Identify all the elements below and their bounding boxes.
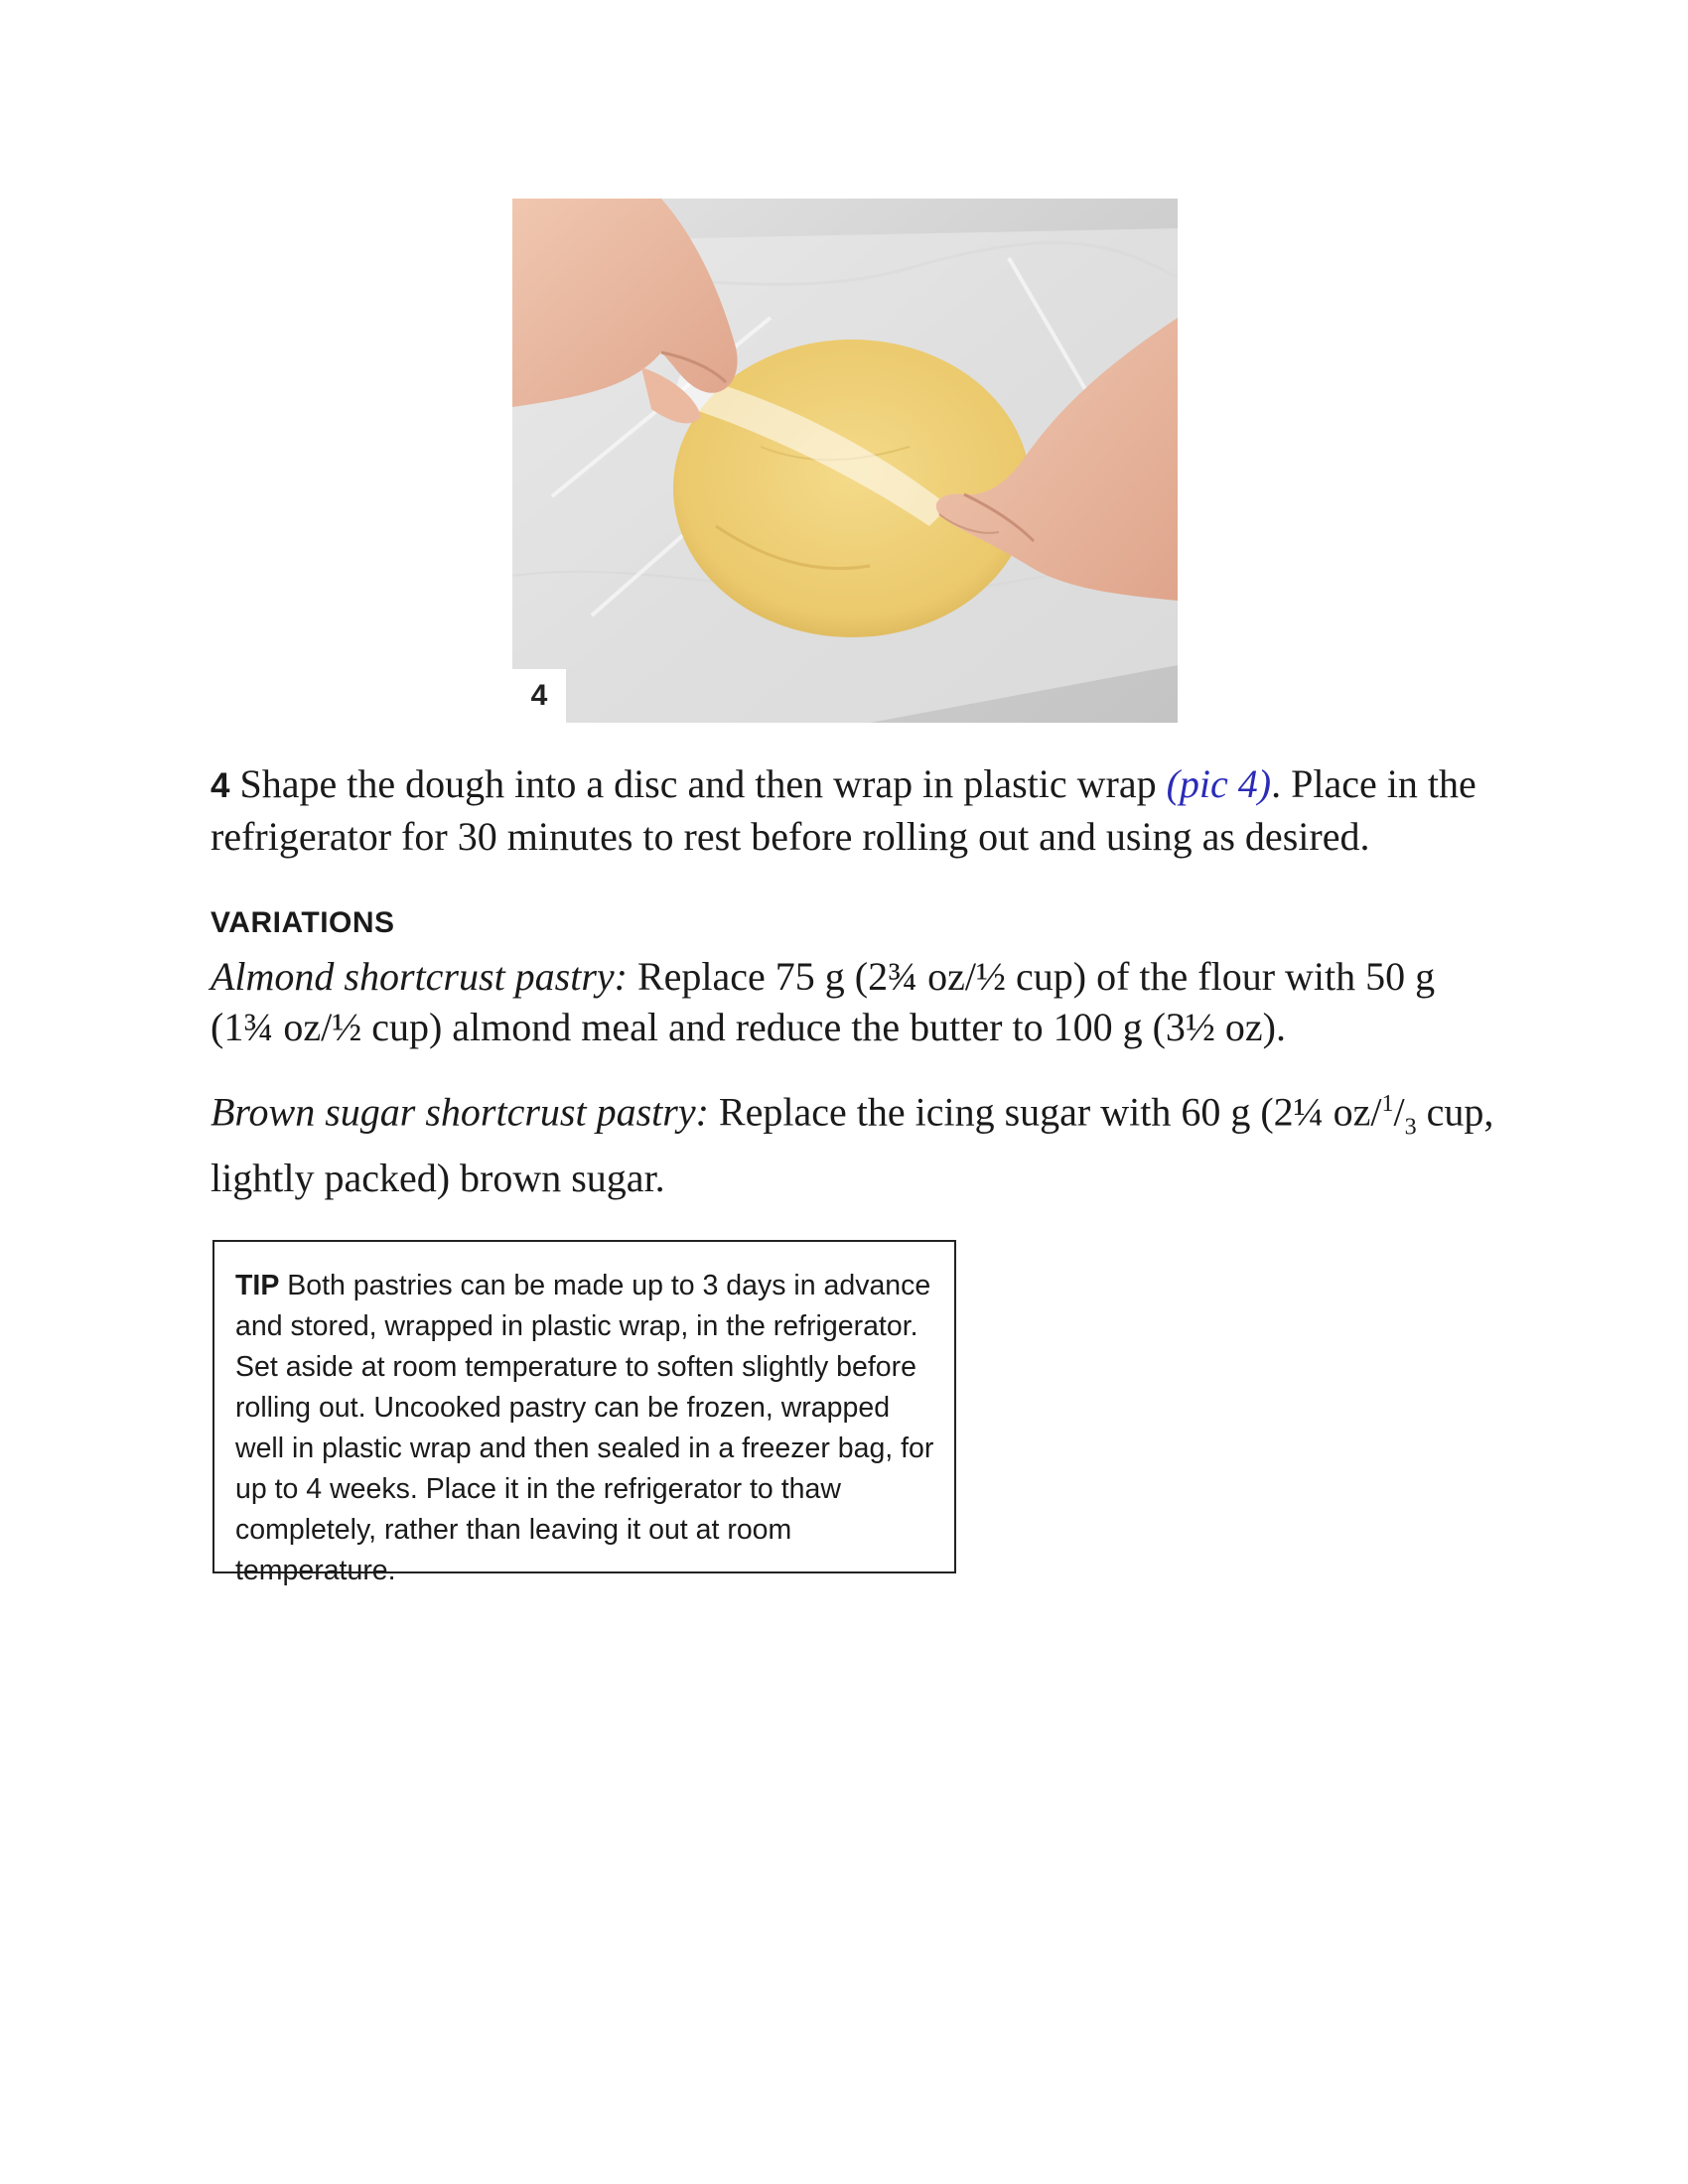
fraction-denominator: 3	[1404, 1114, 1417, 1141]
variation-text-before: Replace the icing sugar with 60 g (2¼ oz/	[708, 1089, 1382, 1135]
step-text-before: Shape the dough into a disc and then wrap in plastic wrap	[229, 761, 1167, 806]
variation-brown-sugar	[211, 1079, 1501, 1203]
step-number: 4	[211, 766, 230, 805]
step-text-after: . Place in the refrigerator for 30 minutes to rest before rolling out and using as desired.	[211, 761, 1477, 859]
variation-name: Almond shortcrust pastry:	[211, 954, 628, 999]
fraction-numerator: 1	[1381, 1091, 1394, 1117]
tip-box	[212, 1240, 956, 1586]
step-4-paragraph	[211, 758, 1501, 862]
photo-number-label: 4	[512, 669, 566, 723]
tip-label: TIP	[235, 1270, 280, 1301]
dough-wrapping-illustration	[512, 199, 1178, 723]
step-photo	[512, 199, 1178, 723]
pic-reference-link[interactable]: (pic 4)	[1166, 761, 1272, 806]
fraction-slash: /	[1393, 1089, 1405, 1135]
variations-heading: VARIATIONS	[211, 906, 395, 939]
tip-text: Both pastries can be made up to 3 days in advance and stored, wrapped in plastic wrap, in the refrigerator. Set aside at room temperature to soften slightly before rolling out. Uncooked pastry can be frozen, wrapped well in plastic wrap and then sealed in a freezer bag, for up to 4 weeks. Place it in the refrigerator to thaw completely, rather than leaving it out at room temperature.	[235, 1270, 934, 1586]
variation-text: Replace 75 g (2¾ oz/½ cup) of the flour with 50 g (1¾ oz/½ cup) almond meal and reduce the butter to 100 g (3½ oz).	[211, 954, 1436, 1049]
variation-name: Brown sugar shortcrust pastry:	[211, 1089, 709, 1135]
variation-almond	[211, 951, 1501, 1052]
variation-text-after: cup, lightly packed) brown sugar.	[211, 1089, 1494, 1201]
